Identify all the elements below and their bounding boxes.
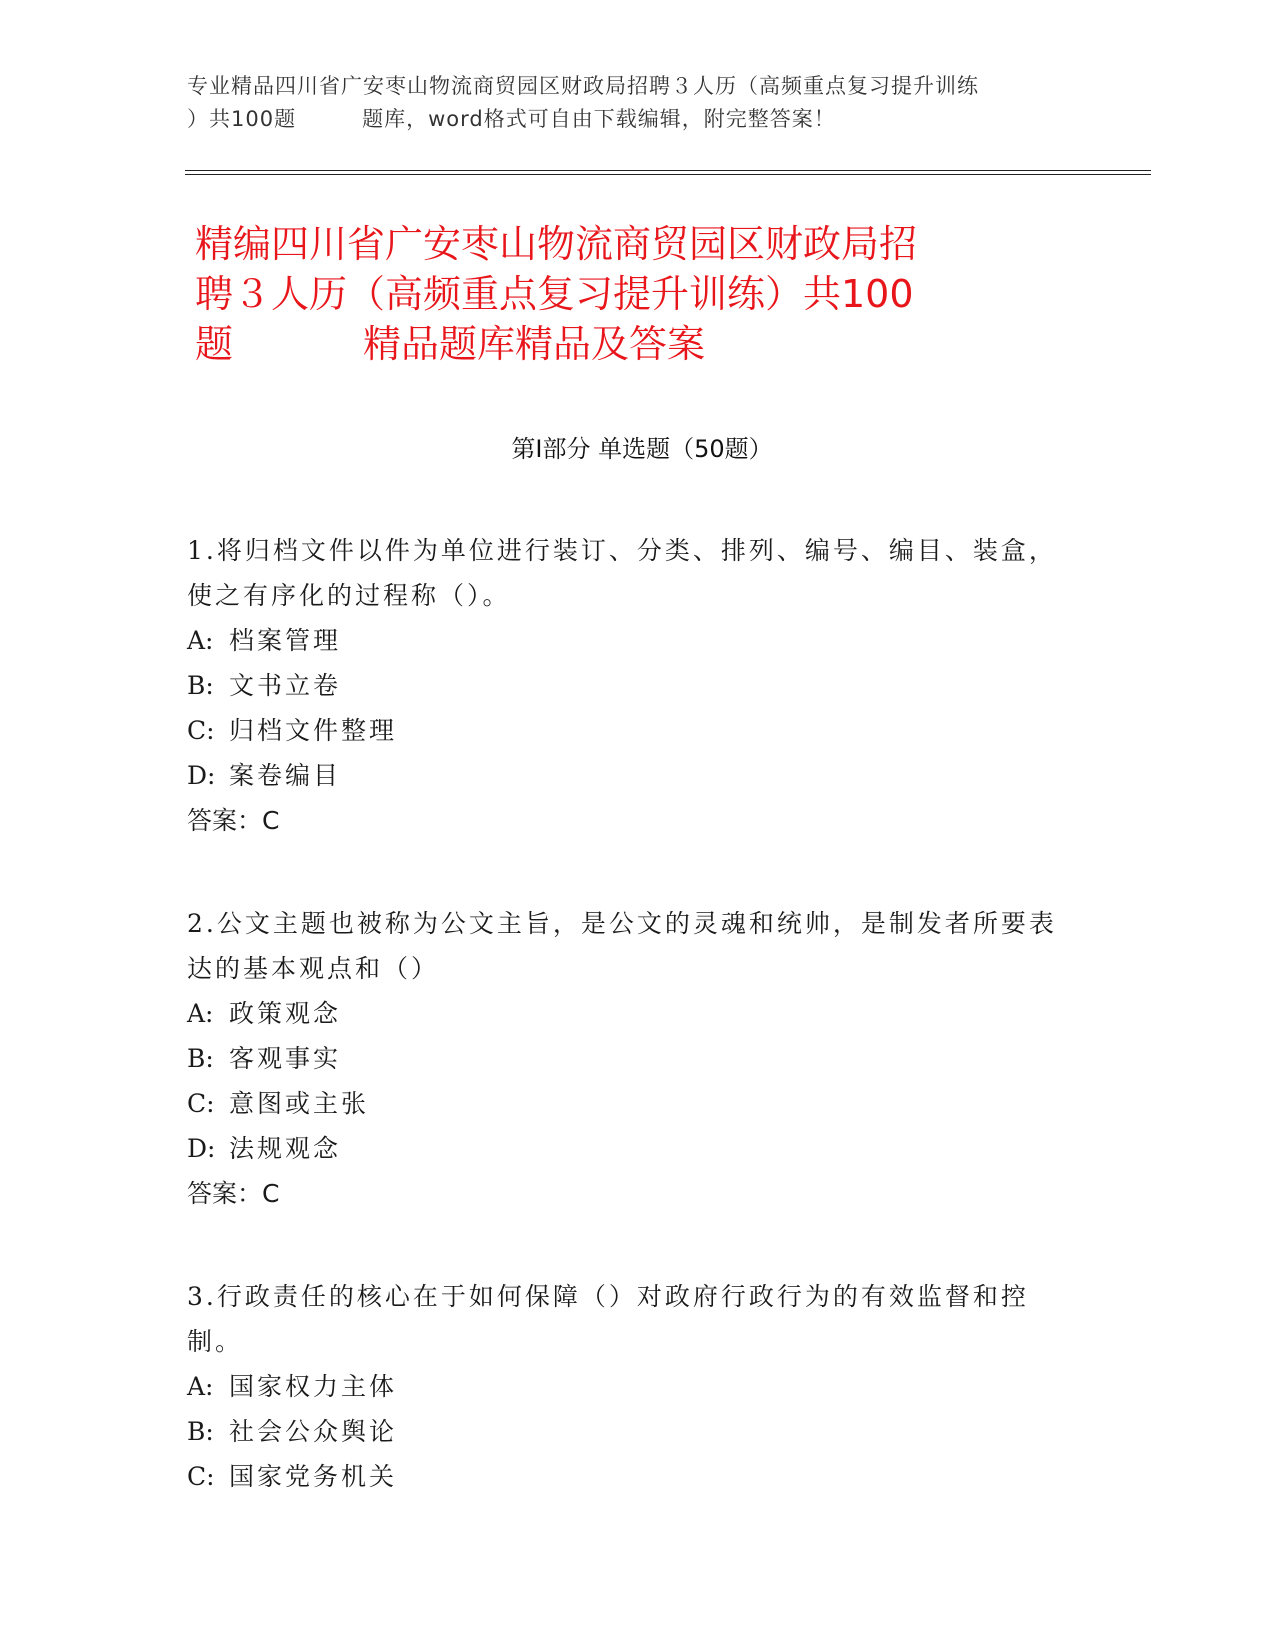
question-list xyxy=(187,528,1097,1499)
question-answer: 答案：C xyxy=(187,1179,280,1208)
section-heading: 第Ⅰ部分 单选题（50题） xyxy=(511,435,773,463)
question-option-d xyxy=(187,753,1097,798)
option-key: D: xyxy=(187,761,216,790)
header-note-line2 xyxy=(187,103,1097,136)
option-text: 客观事实 xyxy=(229,1044,342,1073)
option-key: C: xyxy=(187,716,215,745)
header-note-line2-a: ）共100题 xyxy=(187,107,297,131)
option-key: A: xyxy=(187,1372,214,1401)
question-option-b xyxy=(187,1409,1097,1454)
option-text: 档案管理 xyxy=(229,626,342,655)
question-option-d xyxy=(187,1126,1097,1171)
option-text: 政策观念 xyxy=(229,999,342,1028)
question-option-c xyxy=(187,708,1097,753)
question-stem: 1.将归档文件以件为单位进行装订、分类、排列、编号、编目、装盒，使之有序化的过程称（）。 xyxy=(187,536,1057,610)
option-text: 社会公众舆论 xyxy=(229,1417,398,1446)
option-key: C: xyxy=(187,1089,215,1118)
question-option-c xyxy=(187,1081,1097,1126)
document-title xyxy=(195,219,1075,369)
option-key: D: xyxy=(187,1134,216,1163)
document-title-line1: 精编四川省广安枣山物流商贸园区财政局招 xyxy=(195,222,918,266)
option-key: A: xyxy=(187,626,214,655)
document-title-line3 xyxy=(195,319,1075,369)
option-key: B: xyxy=(187,671,214,700)
header-divider xyxy=(185,170,1151,175)
header-note-line1: 专业精品四川省广安枣山物流商贸园区财政局招聘３人历（高频重点复习提升训练 xyxy=(187,74,979,98)
question-option-a xyxy=(187,1364,1097,1409)
document-title-line3-b: 精品题库精品及答案 xyxy=(363,322,706,366)
question-item xyxy=(187,1274,1097,1499)
option-key: A: xyxy=(187,999,214,1028)
question-stem: 2.公文主题也被称为公文主旨，是公文的灵魂和统帅，是制发者所要表达的基本观点和（） xyxy=(187,909,1057,983)
question-answer: 答案：C xyxy=(187,806,280,835)
option-text: 法规观念 xyxy=(229,1134,342,1163)
question-item xyxy=(187,901,1097,1216)
option-text: 国家党务机关 xyxy=(229,1462,398,1491)
question-option-b xyxy=(187,1036,1097,1081)
question-option-b xyxy=(187,663,1097,708)
option-key: B: xyxy=(187,1417,214,1446)
document-title-line2: 聘３人历（高频重点复习提升训练）共100 xyxy=(195,272,914,316)
option-text: 文书立卷 xyxy=(229,671,342,700)
option-text: 意图或主张 xyxy=(229,1089,370,1118)
option-key: C: xyxy=(187,1462,215,1491)
question-item xyxy=(187,528,1097,843)
option-text: 归档文件整理 xyxy=(229,716,398,745)
question-option-a xyxy=(187,618,1097,663)
document-page xyxy=(187,70,1097,1499)
document-title-line3-a: 题 xyxy=(195,322,234,366)
option-key: B: xyxy=(187,1044,214,1073)
header-note xyxy=(187,70,1097,136)
option-text: 国家权力主体 xyxy=(229,1372,398,1401)
question-option-a xyxy=(187,991,1097,1036)
option-text: 案卷编目 xyxy=(229,761,342,790)
header-note-line2-b: 题库，word格式可自由下载编辑，附完整答案！ xyxy=(362,107,836,131)
question-option-c xyxy=(187,1454,1097,1499)
question-stem: 3.行政责任的核心在于如何保障（）对政府行政行为的有效监督和控制。 xyxy=(187,1282,1029,1356)
